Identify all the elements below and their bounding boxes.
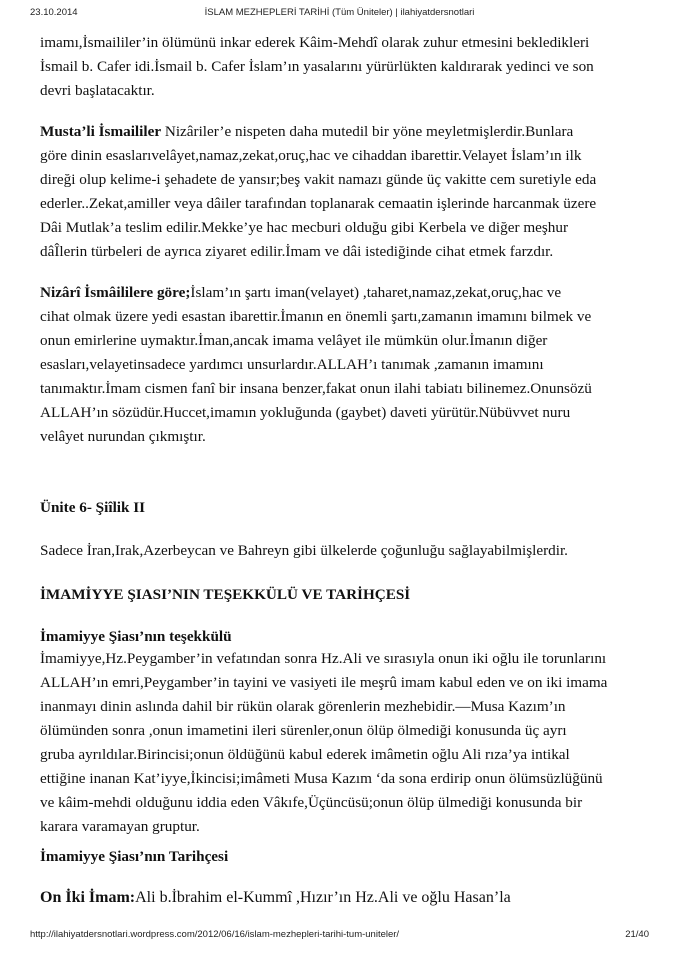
paragraph-line: direği olup kelime-i şehadete de yansır;beş vakit namazı günde üç vakitte cem suretiyle eda [40,171,597,188]
paragraph-line [40,887,511,909]
paragraph-line: devri başlatacaktır. [40,82,155,99]
paragraph-line: cihat olmak üzere yedi esastan ibarettir.İmanın en önemli şartı,zamanın imamını bilmek ve [40,308,592,325]
paragraph-text: İslam’ın şartı iman(velayet) ,taharet,namaz,zekat,oruç,hac ve [190,284,562,301]
musta-li-heading: Musta’li İsmaililer [40,123,162,140]
paragraph-line: ALLAH’ın sözüdür.Huccet,imamın yokluğunda (gaybet) daveti yürütür.Nübüvvet nuru [40,404,571,421]
paragraph-line: ölümünden sonra ,onun imametini ileri sürenler,onun ölüp ölmediği konusunda üç ayrı [40,722,567,739]
nizari-heading: Nizârî İsmâililere göre; [40,284,191,301]
paragraph-line [40,121,573,143]
subheading-formation: İmamiyye Şiası’nın teşekkülü [40,628,232,645]
paragraph-line: esasları,velayetinsadece yardımcı unsurlardır.ALLAH’ı tanımak ,zamanın imamını [40,356,544,373]
paragraph-line: İmamiyye,Hz.Peygamber’in vefatından sonra Hz.Ali ve sırasıyla onun iki oğlu ile torunlarını [40,650,607,667]
paragraph-line: göre dinin esaslarıvelâyet,namaz,zekat,oruç,hac ve cihaddan ibarettir.Velayet İslam’ın ilk [40,147,582,164]
paragraph-line: gruba ayrıldılar.Birincisi;onun öldüğünü kabul ederek imâmetin oğlu Ali rıza’ya intikal [40,746,570,763]
print-footer-url: http://ilahiyatdersnotlari.wordpress.com/2012/06/16/islam-mezhepleri-tarihi-tum-uniteler/ [30,929,400,940]
paragraph-line: ederler..Zekat,amiller veya dâiler tarafından toplanarak cemaatin işlerinde harcanmak üzere [40,195,597,212]
paragraph-line [40,282,561,304]
paragraph-line: İsmail b. Cafer idi.İsmail b. Cafer İslam’ın yasalarını yürürlükten kaldırarak yedinci ve son [40,58,594,75]
paragraph-line: ettiğine inanan Kat’iyye,İkincisi;imâmeti Musa Kazım ‘da sona erdirip onun ölümsüzlüğünü [40,770,603,787]
paragraph-line: ALLAH’ın emri,Peygamber’in tayini ve vasiyeti ile meşrû imam kabul eden ve on iki imama [40,674,608,691]
paragraph-line: velâyet nurundan çıkmıştır. [40,428,206,445]
paragraph-text: Nizâriler’e nispeten daha mutedil bir yöne meyletmişlerdir.Bunlara [161,123,574,140]
paragraph-line: ve kâim-mehdi olduğunu iddia eden Vâkıfe,Üçüncüsü;onun ölüp ülmediği konusunda bir [40,794,583,811]
print-footer-page-number: 21/40 [625,929,649,940]
paragraph-line: karara varamayan gruptur. [40,818,200,835]
paragraph-text: Ali b.İbrahim el-Kummî ,Hızır’ın Hz.Ali ve oğlu Hasan’la [135,889,511,906]
subheading-history: İmamiyye Şiası’nın Tarihçesi [40,848,229,865]
print-header-date: 23.10.2014 [30,7,78,18]
paragraph-line: onun emirlerine uymaktır.İman,ancak imama velâyet ile mümkün olur.İmanın diğer [40,332,548,349]
paragraph-line: Sadece İran,Irak,Azerbeycan ve Bahreyn gibi ülkelerde çoğunluğu sağlayabilmişlerdir. [40,542,568,559]
paragraph-line: inanmayı dinin aslında dahil bir rükün olarak görenlerin mezhebidir.—Musa Kazım’ın [40,698,566,715]
paragraph-line: tanımaktır.İmam cismen fanî bir insana benzer,fakat onun ilahi tabiatı bilinemez.Onunsözü [40,380,592,397]
paragraph-line: Dâi Mutlak’a teslim edilir.Mekke’ye hac mecburi olduğu gibi Kerbela ve diğer meşhur [40,219,569,236]
twelve-imams-label: On İki İmam: [40,889,136,906]
print-header-title: İSLAM MEZHEPLERİ TARİHİ (Tüm Üniteler) | ilahiyatdersnotlari [204,7,475,18]
paragraph-line: dâÎlerin türbeleri de ayrıca ziyaret edilir.İmam ve dâi istediğinde cihat etmek farzdır. [40,243,554,260]
unit-heading: Ünite 6- Şiîlik II [40,499,146,516]
section-heading: İMAMİYYE ŞIASI’NIN TEŞEKKÜLÜ VE TARİHÇESİ [40,586,411,603]
paragraph-line: imamı,İsmaililer’in ölümünü inkar ederek Kâim-Mehdî olarak zuhur etmesini bekledikleri [40,34,590,51]
